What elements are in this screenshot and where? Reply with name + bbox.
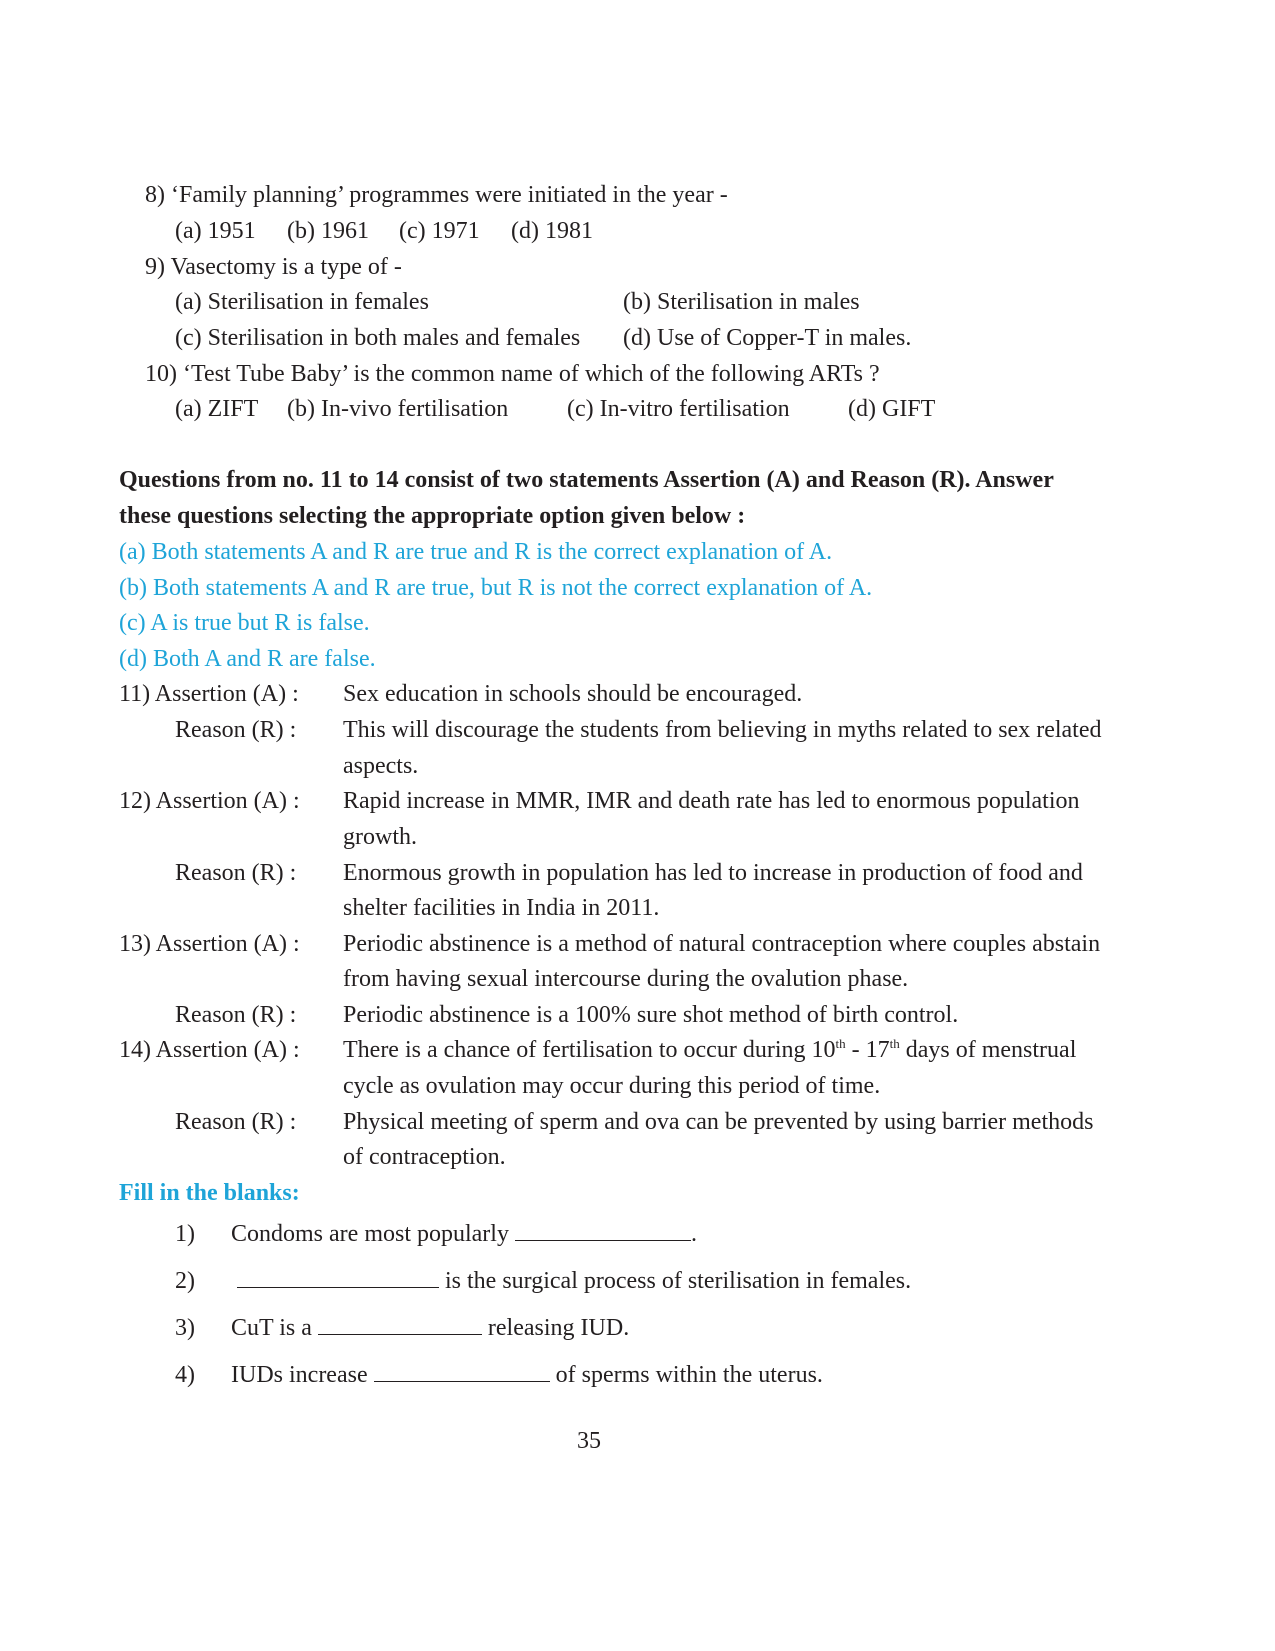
page-number: 35: [577, 1428, 601, 1454]
reason-text: Physical meeting of sperm and ova can be prevented by using barrier methods: [343, 1109, 1094, 1135]
assertion-label: 14) Assertion (A) :: [119, 1037, 300, 1063]
blank-number: 4): [175, 1362, 195, 1388]
option: (a) Sterilisation in females: [175, 289, 429, 315]
fill-blanks-heading: Fill in the blanks:: [119, 1180, 300, 1206]
reason-text: Periodic abstinence is a 100% sure shot method of birth control.: [343, 1002, 959, 1028]
blank-line: [318, 1316, 482, 1335]
option: (b) 1961: [287, 218, 369, 244]
assertion-text: Rapid increase in MMR, IMR and death rate has led to enormous population: [343, 788, 1080, 814]
question-number: 10): [145, 361, 177, 387]
reason-text: Enormous growth in population has led to increase in production of food and: [343, 860, 1083, 886]
ar-option: (c) A is true but R is false.: [119, 610, 370, 636]
assertion-text: growth.: [343, 824, 417, 850]
reason-text: aspects.: [343, 753, 419, 779]
question-number: 8): [145, 182, 165, 208]
option: (a) ZIFT: [175, 396, 259, 422]
blank-line: [374, 1363, 550, 1382]
ar-instructions-line2: these questions selecting the appropriate option given below :: [119, 503, 746, 529]
question-9: [145, 255, 402, 279]
reason-text: This will discourage the students from believing in myths related to sex related: [343, 717, 1102, 743]
reason-text: of contraception.: [343, 1144, 506, 1170]
option: (d) Use of Copper-T in males.: [623, 325, 912, 351]
blank-line: [515, 1222, 691, 1241]
question-text: ‘Test Tube Baby’ is the common name of which of the following ARTs ?: [183, 361, 880, 387]
assertion-text: from having sexual intercourse during the ovalution phase.: [343, 966, 909, 992]
fill-blank-item: Condoms are most popularly .: [231, 1221, 697, 1247]
option: (a) 1951: [175, 218, 256, 244]
option: (c) 1971: [399, 218, 480, 244]
blank-number: 2): [175, 1268, 195, 1294]
option: (b) In-vivo fertilisation: [287, 396, 509, 422]
blank-number: 3): [175, 1315, 195, 1341]
ar-option: (b) Both statements A and R are true, but R is not the correct explanation of A.: [119, 575, 873, 601]
assertion-text: Periodic abstinence is a method of natural contraception where couples abstain: [343, 931, 1101, 957]
assertion-text: cycle as ovulation may occur during this period of time.: [343, 1073, 881, 1099]
reason-label: Reason (R) :: [175, 1002, 297, 1028]
ar-option: (a) Both statements A and R are true and R is the correct explanation of A.: [119, 539, 833, 565]
ar-instructions-line1: Questions from no. 11 to 14 consist of two statements Assertion (A) and Reason (R). Answer: [119, 467, 1054, 493]
option: (d) GIFT: [848, 396, 936, 422]
assertion-label: 11) Assertion (A) :: [119, 681, 299, 707]
fill-blank-item: IUDs increase of sperms within the uterus.: [231, 1362, 823, 1388]
option: (d) 1981: [511, 218, 593, 244]
question-text: ‘Family planning’ programmes were initiated in the year -: [171, 182, 728, 208]
question-text: Vasectomy is a type of -: [170, 254, 402, 280]
assertion-label: 13) Assertion (A) :: [119, 931, 300, 957]
blank-number: 1): [175, 1221, 195, 1247]
reason-text: shelter facilities in India in 2011.: [343, 895, 660, 921]
fill-blank-item: is the surgical process of sterilisation in females.: [231, 1269, 911, 1293]
reason-label: Reason (R) :: [175, 1109, 297, 1135]
assertion-label: 12) Assertion (A) :: [119, 788, 300, 814]
question-8: [145, 183, 728, 207]
option: (c) In-vitro fertilisation: [567, 396, 790, 422]
fill-blank-item: CuT is a releasing IUD.: [231, 1315, 630, 1341]
ar-option: (d) Both A and R are false.: [119, 646, 376, 672]
reason-label: Reason (R) :: [175, 860, 297, 886]
blank-line: [237, 1269, 439, 1288]
question-number: 9): [145, 254, 165, 280]
option: (c) Sterilisation in both males and females: [175, 325, 581, 351]
assertion-text: There is a chance of fertilisation to occur during 10th - 17th days of menstrual: [343, 1036, 1077, 1063]
assertion-text: Sex education in schools should be encouraged.: [343, 681, 803, 707]
option: (b) Sterilisation in males: [623, 289, 860, 315]
question-10: [145, 362, 880, 386]
reason-label: Reason (R) :: [175, 717, 297, 743]
